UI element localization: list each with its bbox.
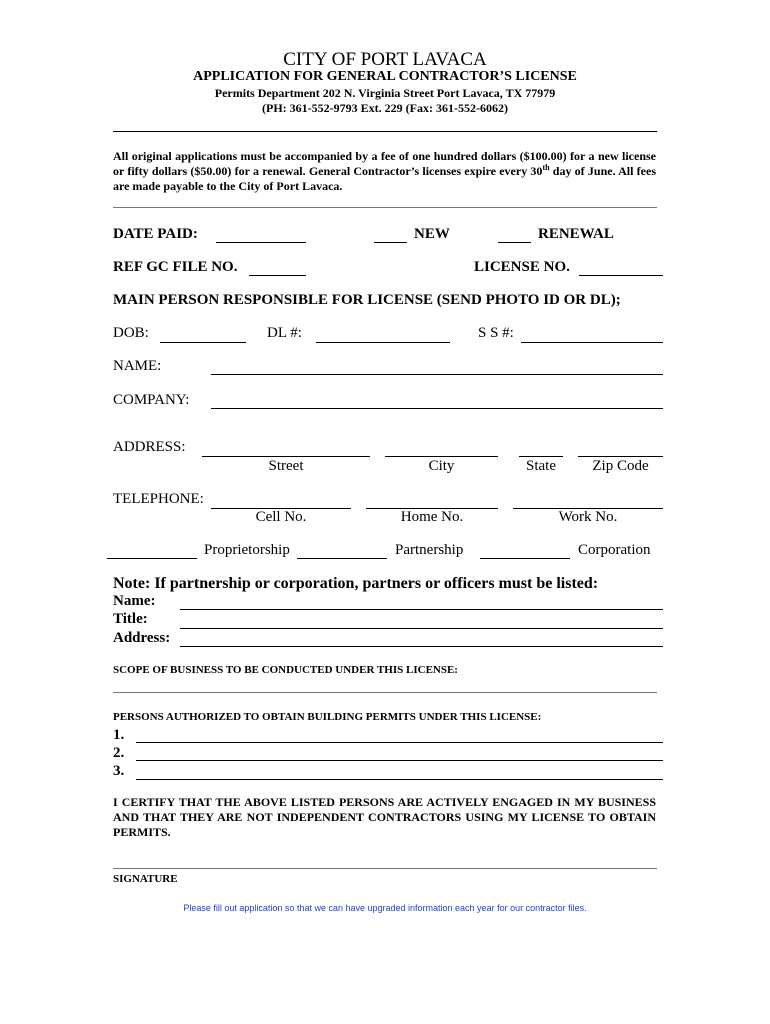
scope-label: SCOPE OF BUSINESS TO BE CONDUCTED UNDER THIS LICENSE: bbox=[113, 664, 458, 676]
proprietorship-label: Proprietorship bbox=[204, 542, 290, 558]
work-caption: Work No. bbox=[558, 509, 618, 525]
company-field[interactable] bbox=[211, 408, 663, 409]
license-no-field[interactable] bbox=[579, 275, 663, 276]
name-label: NAME: bbox=[113, 358, 162, 374]
telephone-label: TELEPHONE: bbox=[113, 491, 204, 507]
new-checkbox-line[interactable] bbox=[374, 242, 407, 243]
person-2-field[interactable] bbox=[136, 760, 663, 761]
person-3-field[interactable] bbox=[136, 779, 663, 780]
person-1-label: 1. bbox=[113, 727, 125, 743]
note-title-field[interactable] bbox=[180, 628, 663, 629]
city-title: CITY OF PORT LAVACA bbox=[283, 49, 487, 70]
address-label: ADDRESS: bbox=[113, 439, 186, 455]
partnership-line[interactable] bbox=[297, 558, 387, 559]
corporation-label: Corporation bbox=[578, 542, 651, 558]
proprietorship-line[interactable] bbox=[107, 558, 197, 559]
intro-divider bbox=[113, 207, 657, 208]
ref-gc-file-label: REF GC FILE NO. bbox=[113, 259, 238, 275]
ssn-field[interactable] bbox=[521, 342, 663, 343]
dl-label: DL #: bbox=[267, 325, 302, 341]
note-name-label: Name: bbox=[113, 593, 156, 609]
signature-label: SIGNATURE bbox=[113, 873, 178, 885]
persons-heading: PERSONS AUTHORIZED TO OBTAIN BUILDING PERMITS UNDER THIS LICENSE: bbox=[113, 711, 542, 723]
dl-field[interactable] bbox=[316, 342, 450, 343]
state-field[interactable] bbox=[519, 456, 563, 457]
company-label: COMPANY: bbox=[113, 392, 190, 408]
date-paid-label: DATE PAID: bbox=[113, 226, 198, 242]
corporation-line[interactable] bbox=[480, 558, 570, 559]
cell-caption: Cell No. bbox=[255, 509, 307, 525]
note-title-label: Title: bbox=[113, 611, 148, 627]
footnote: Please fill out application so that we can have upgraded information each year for our contractor files. bbox=[183, 903, 587, 913]
note-address-label: Address: bbox=[113, 630, 171, 646]
home-caption: Home No. bbox=[400, 509, 464, 525]
note-address-field[interactable] bbox=[180, 646, 663, 647]
zip-field[interactable] bbox=[578, 456, 663, 457]
dob-field[interactable] bbox=[160, 342, 246, 343]
ssn-label: S S #: bbox=[478, 325, 514, 341]
new-label: NEW bbox=[414, 226, 450, 242]
license-no-label: LICENSE NO. bbox=[474, 259, 570, 275]
name-field[interactable] bbox=[211, 374, 663, 375]
dob-label: DOB: bbox=[113, 325, 149, 341]
street-field[interactable] bbox=[202, 456, 370, 457]
city-caption: City bbox=[428, 458, 455, 474]
scope-field[interactable] bbox=[113, 692, 657, 693]
zip-caption: Zip Code bbox=[592, 458, 649, 474]
person-2-label: 2. bbox=[113, 745, 125, 761]
department-address: Permits Department 202 N. Virginia Street Port Lavaca, TX 77979 bbox=[214, 86, 556, 100]
certify-paragraph: I CERTIFY THAT THE ABOVE LISTED PERSONS ARE ACTIVELY ENGAGED IN MY BUSINESS AND THAT THEY ARE NOT INDEPENDENT CONTRACTORS USING MY LICENSE TO OBTAIN PERMITS. bbox=[113, 795, 656, 839]
renewal-label: RENEWAL bbox=[538, 226, 614, 242]
main-person-heading: MAIN PERSON RESPONSIBLE FOR LICENSE (SEND PHOTO ID OR DL); bbox=[113, 292, 621, 308]
person-3-label: 3. bbox=[113, 763, 125, 779]
person-1-field[interactable] bbox=[136, 742, 663, 743]
date-paid-field[interactable] bbox=[216, 242, 306, 243]
signature-field[interactable] bbox=[113, 868, 657, 869]
department-phone: (PH: 361-552-9793 Ext. 229 (Fax: 361-552-6062) bbox=[262, 101, 508, 115]
street-caption: Street bbox=[268, 458, 304, 474]
renewal-checkbox-line[interactable] bbox=[498, 242, 531, 243]
partnership-label: Partnership bbox=[395, 542, 464, 558]
state-caption: State bbox=[526, 458, 556, 474]
note-text: Note: If partnership or corporation, partners or officers must be listed: bbox=[113, 575, 599, 592]
intro-paragraph: All original applications must be accompanied by a fee of one hundred dollars ($100.00) for a new license or fifty dollars ($50.00) for a renewal. General Contractor’s licenses expire every 30th day of June. All fees are made payable to the City of Port Lavaca. bbox=[113, 149, 656, 193]
header-divider bbox=[113, 131, 657, 132]
ref-gc-file-field[interactable] bbox=[249, 275, 306, 276]
form-title: APPLICATION FOR GENERAL CONTRACTOR’S LICENSE bbox=[193, 69, 577, 84]
city-field[interactable] bbox=[385, 456, 498, 457]
note-name-field[interactable] bbox=[180, 609, 663, 610]
